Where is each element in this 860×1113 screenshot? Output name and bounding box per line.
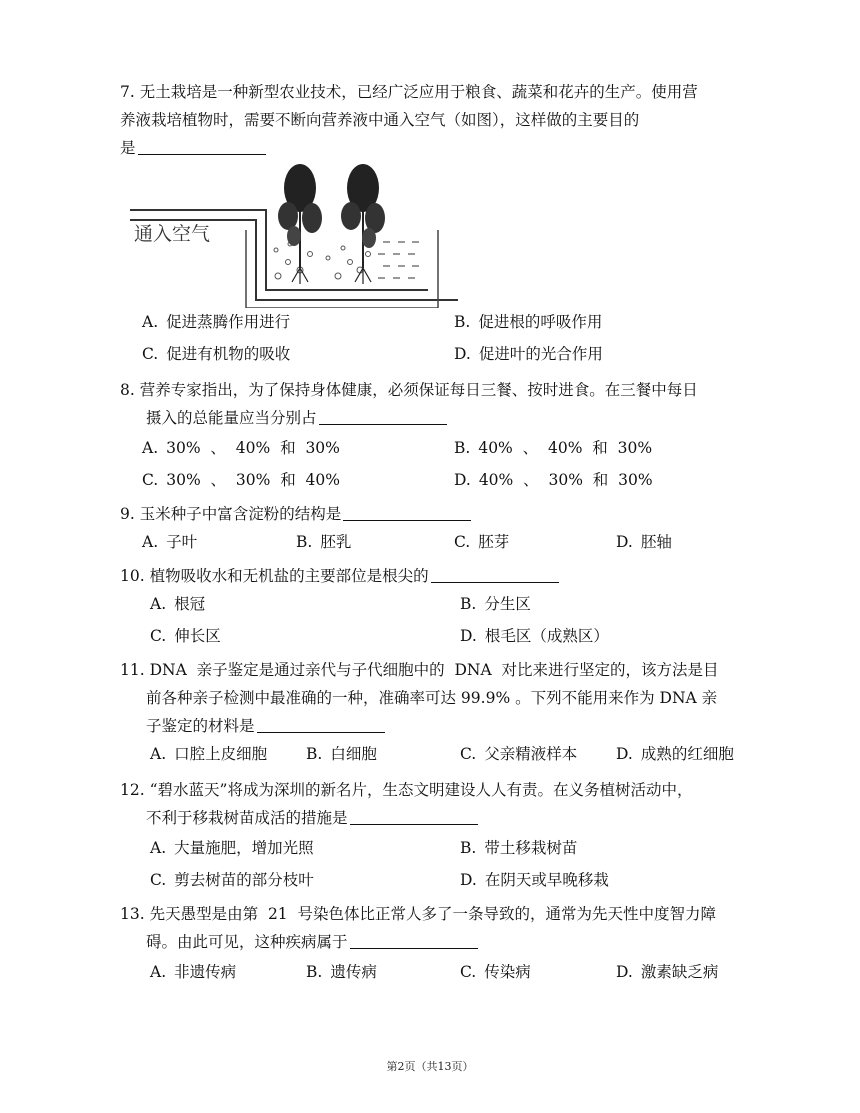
option-text: 伸长区	[174, 627, 221, 645]
option-text: 白细胞	[330, 745, 377, 763]
question-number: 7.	[120, 83, 135, 101]
option-text: 剪去树苗的部分枝叶	[174, 871, 314, 889]
option-d[interactable]	[616, 958, 718, 986]
option-label: B.	[460, 595, 477, 613]
option-text: 促进有机物的吸收	[166, 345, 291, 363]
option-text: 口腔上皮细胞	[174, 745, 268, 763]
option-label: C.	[150, 871, 167, 889]
option-a[interactable]	[142, 528, 197, 556]
answer-blank[interactable]	[257, 715, 385, 733]
question-number: 12.	[120, 781, 145, 799]
options-row	[120, 834, 780, 866]
question-12	[120, 776, 780, 898]
option-label: C.	[150, 627, 167, 645]
option-text: 促进蒸腾作用进行	[166, 313, 291, 331]
option-text: 40% 、 30% 和 30%	[478, 471, 653, 489]
question-7-options	[120, 308, 780, 372]
answer-blank[interactable]	[431, 565, 559, 583]
answer-blank[interactable]	[350, 807, 478, 825]
option-label: D.	[460, 871, 477, 889]
question-9	[120, 500, 780, 560]
answer-blank[interactable]	[343, 503, 471, 521]
options-row	[120, 466, 780, 498]
option-label: C.	[460, 963, 477, 981]
option-text: 胚乳	[320, 533, 352, 551]
option-label: D.	[454, 345, 471, 363]
option-d[interactable]	[454, 466, 653, 494]
option-text: 成熟的红细胞	[640, 745, 734, 763]
options-row	[120, 434, 780, 466]
options-row	[120, 528, 780, 560]
options-row	[120, 340, 780, 372]
stem-line: 植物吸收水和无机盐的主要部位是根尖的	[149, 567, 429, 585]
option-text: 父亲精液样本	[484, 745, 578, 763]
question-stem	[120, 376, 780, 432]
answer-blank[interactable]	[138, 137, 266, 155]
question-13	[120, 900, 780, 990]
question-stem	[120, 78, 780, 162]
question-7	[120, 78, 780, 162]
option-label: D.	[454, 471, 471, 489]
stem-line: DNA 亲子鉴定是通过亲代与子代细胞中的 DNA 对比来进行坚定的，该方法是目	[149, 661, 719, 679]
question-number: 9.	[120, 505, 135, 523]
option-label: B.	[454, 313, 471, 331]
option-b[interactable]	[460, 834, 577, 862]
option-b[interactable]	[454, 434, 652, 462]
option-c[interactable]	[150, 622, 221, 650]
option-text: 大量施肥，增加光照	[174, 839, 314, 857]
options-row	[120, 308, 780, 340]
options-row	[120, 958, 780, 990]
option-text: 30% 、 30% 和 40%	[166, 471, 341, 489]
stem-line: 碍。由此可见，这种疾病属于	[146, 933, 348, 951]
option-text: 传染病	[484, 963, 531, 981]
option-label: D.	[616, 963, 633, 981]
page-footer: 第2页（共13页）	[386, 1060, 474, 1073]
option-label: B.	[306, 963, 323, 981]
option-d[interactable]	[616, 528, 672, 556]
option-text: 根毛区（成熟区）	[484, 627, 609, 645]
stem-line: 营养专家指出，为了保持身体健康，必须保证每日三餐、按时进食。在三餐中每日	[139, 381, 698, 399]
option-label: A.	[150, 745, 167, 763]
option-a[interactable]	[150, 590, 205, 618]
question-number: 13.	[120, 905, 145, 923]
question-11	[120, 656, 780, 772]
option-c[interactable]	[150, 866, 314, 894]
option-text: 激素缺乏病	[640, 963, 719, 981]
answer-blank[interactable]	[350, 931, 478, 949]
option-label: A.	[142, 313, 159, 331]
question-stem	[120, 776, 780, 832]
option-d[interactable]	[454, 340, 603, 368]
option-label: A.	[142, 439, 159, 457]
option-text: 胚芽	[478, 533, 510, 551]
option-b[interactable]	[460, 590, 531, 618]
option-label: A.	[150, 839, 167, 857]
option-d[interactable]	[616, 740, 734, 768]
stem-line: 子鉴定的材料是	[146, 717, 255, 735]
option-label: C.	[460, 745, 477, 763]
hydroponics-figure	[128, 158, 458, 308]
stem-line: 不利于移栽树苗成活的措施是	[146, 809, 348, 827]
answer-blank[interactable]	[319, 407, 447, 425]
option-label: A.	[150, 595, 167, 613]
options-row	[120, 590, 780, 622]
option-a[interactable]	[142, 434, 340, 462]
option-label: D.	[616, 745, 633, 763]
option-b[interactable]	[296, 528, 351, 556]
question-10	[120, 562, 780, 654]
plant-icon	[278, 164, 322, 284]
air-inlet-label: 通入空气	[134, 224, 211, 245]
stem-line: 是	[120, 139, 136, 157]
option-text: 分生区	[484, 595, 531, 613]
option-label: B.	[460, 839, 477, 857]
option-label: D.	[460, 627, 477, 645]
hydroponics-diagram	[128, 158, 458, 308]
options-row	[120, 866, 780, 898]
question-stem	[120, 656, 780, 740]
option-d[interactable]	[460, 622, 609, 650]
option-label: B.	[296, 533, 313, 551]
option-label: B.	[454, 439, 471, 457]
option-text: 促进叶的光合作用	[478, 345, 603, 363]
option-text: 30% 、 40% 和 30%	[166, 439, 340, 457]
stem-line: 养液栽培植物时，需要不断向营养液中通入空气（如图），这样做的主要目的	[120, 111, 640, 129]
option-text: 在阴天或早晚移栽	[484, 871, 609, 889]
option-a[interactable]	[150, 834, 314, 862]
stem-line: 先天愚型是由第 21 号染色体比正常人多了一条导致的，通常为先天性中度智力障	[149, 905, 717, 923]
question-stem	[120, 562, 780, 590]
option-b[interactable]	[306, 740, 377, 768]
question-stem	[120, 500, 780, 528]
stem-line: “碧水蓝天”将成为深圳的新名片，生态文明建设人人有责。在义务植树活动中，	[149, 781, 693, 799]
option-d[interactable]	[460, 866, 609, 894]
plant-icon	[341, 164, 385, 284]
option-text: 40% 、 40% 和 30%	[478, 439, 653, 457]
option-text: 子叶	[166, 533, 198, 551]
option-label: A.	[150, 963, 167, 981]
option-c[interactable]	[142, 466, 340, 494]
option-c[interactable]	[142, 340, 290, 368]
question-stem	[120, 900, 780, 956]
option-text: 促进根的呼吸作用	[478, 313, 603, 331]
option-text: 遗传病	[330, 963, 377, 981]
stem-line: 玉米种子中富含淀粉的结构是	[139, 505, 342, 523]
question-number: 11.	[120, 661, 145, 679]
options-row	[120, 740, 780, 772]
question-number: 8.	[120, 381, 135, 399]
option-label: C.	[454, 533, 471, 551]
stem-line: 无土栽培是一种新型农业技术，已经广泛应用于粮食、蔬菜和花卉的生产。使用营	[139, 83, 698, 101]
option-text: 胚轴	[640, 533, 672, 551]
option-b[interactable]	[306, 958, 377, 986]
question-8	[120, 376, 780, 498]
option-a[interactable]	[150, 958, 236, 986]
option-a[interactable]	[142, 308, 290, 336]
options-row	[120, 622, 780, 654]
option-text: 非遗传病	[174, 963, 237, 981]
option-c[interactable]	[460, 740, 577, 768]
option-c[interactable]	[460, 958, 531, 986]
question-number: 10.	[120, 567, 145, 585]
option-label: D.	[616, 533, 633, 551]
stem-line: 摄入的总能量应当分别占	[146, 409, 317, 427]
option-b[interactable]	[454, 308, 602, 336]
option-a[interactable]	[150, 740, 267, 768]
stem-line: 前各种亲子检测中最准确的一种，准确率可达 99.9% 。下列不能用来作为 DNA 亲	[146, 689, 718, 707]
option-text: 根冠	[174, 595, 206, 613]
option-c[interactable]	[454, 528, 509, 556]
option-label: C.	[142, 345, 159, 363]
option-label: B.	[306, 745, 323, 763]
option-text: 带土移栽树苗	[484, 839, 578, 857]
option-label: A.	[142, 533, 159, 551]
option-label: C.	[142, 471, 159, 489]
